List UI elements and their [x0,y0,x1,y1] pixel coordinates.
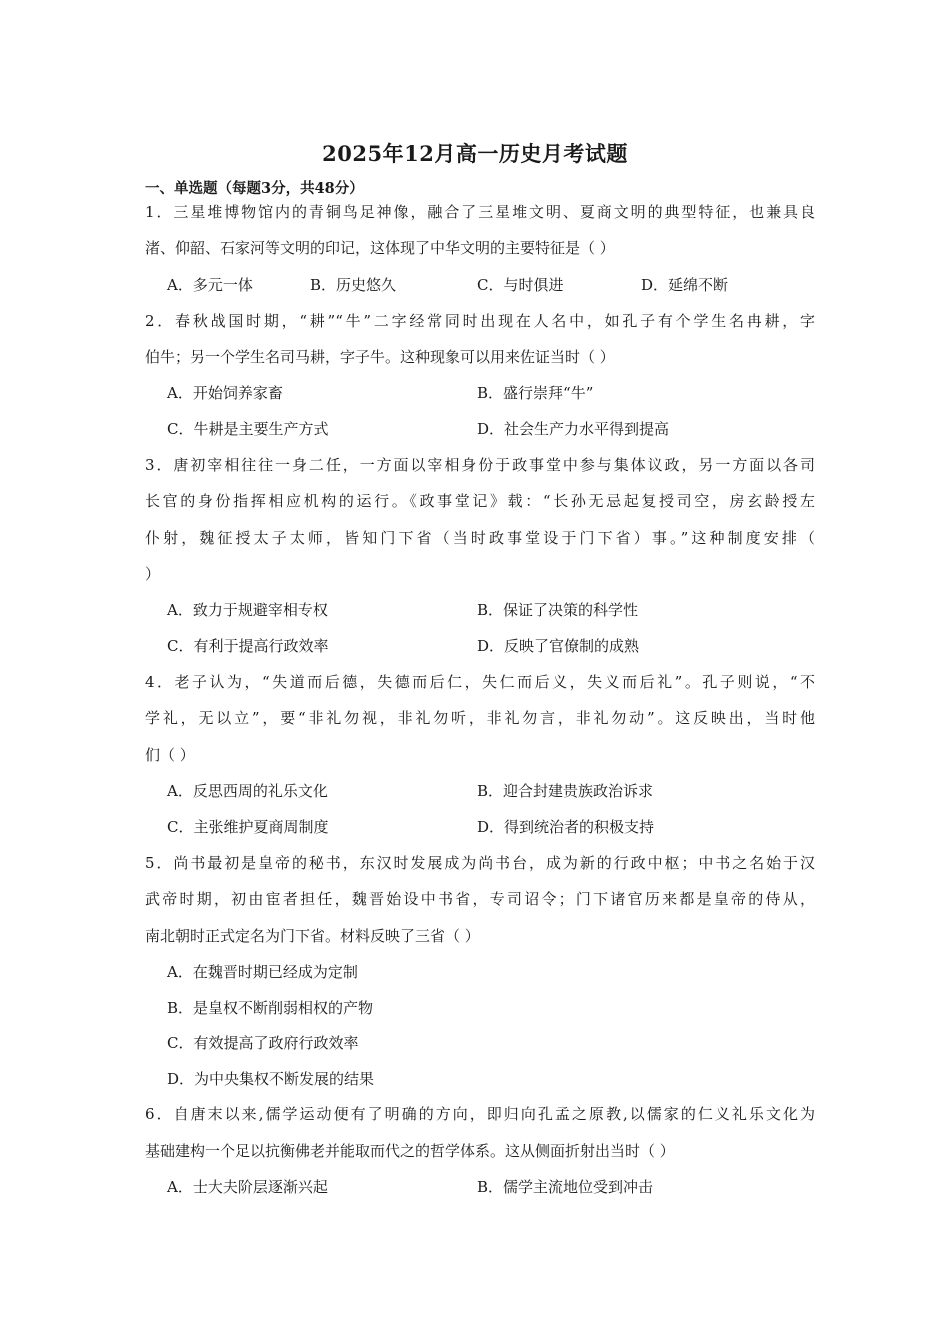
question-4-option-c[interactable]: C．主张维护夏商周制度 [167,818,329,836]
question-3-option-b[interactable]: B．保证了决策的科学性 [477,601,639,619]
question-2-line-1: 2．春秋战国时期，“耕”“牛”二字经常同时出现在人名中，如孔子有个学生名冉耕，字 [145,312,815,330]
question-5-line-2: 武帝时期，初由宦者担任，魏晋始设中书省，专司诏令；门下诸官历来都是皇帝的侍从， [145,890,815,908]
question-1-line-1: 1．三星堆博物馆内的青铜鸟足神像，融合了三星堆文明、夏商文明的典型特征，也兼具良 [145,203,815,221]
question-4-line-1: 4．老子认为，“失道而后德，失德而后仁，失仁而后义，失义而后礼”。孔子则说，“不 [145,673,815,691]
question-3-line-4: ） [145,565,161,583]
question-1-line-2: 渚、仰韶、石家河等文明的印记，这体现了中华文明的主要特征是（ ） [145,239,615,257]
question-2-option-d[interactable]: D．社会生产力水平得到提高 [477,420,670,438]
question-2-option-a[interactable]: A．开始饲养家畜 [167,384,283,402]
question-5-line-1: 5．尚书最初是皇帝的秘书，东汉时发展成为尚书台，成为新的行政中枢；中书之名始于汉 [145,854,815,872]
question-6-line-1: 6．自唐末以来,儒学运动便有了明确的方向，即归向孔孟之原教,以儒家的仁义礼乐文化为 [145,1105,815,1123]
question-4-line-3: 们（ ） [145,746,195,764]
question-1-option-b[interactable]: B．历史悠久 [310,276,397,294]
question-1-option-a[interactable]: A．多元一体 [167,276,253,294]
question-5-option-a[interactable]: A．在魏晋时期已经成为定制 [167,963,358,981]
question-3-option-a[interactable]: A．致力于规避宰相专权 [167,601,328,619]
question-1-option-d[interactable]: D．延绵不断 [641,276,729,294]
question-6-line-2: 基础建构一个足以抗衡佛老并能取而代之的哲学体系。这从侧面折射出当时（ ） [145,1142,675,1160]
question-4-option-b[interactable]: B．迎合封建贵族政治诉求 [477,782,654,800]
question-3-line-1: 3．唐初宰相往往一身二任，一方面以宰相身份于政事堂中参与集体议政，另一方面以各司 [145,456,815,474]
question-6-option-a[interactable]: A．士大夫阶层逐渐兴起 [167,1178,328,1196]
exam-title: 2025年12月高一历史月考试题 [322,141,628,166]
question-2-option-c[interactable]: C．牛耕是主要生产方式 [167,420,329,438]
question-4-option-a[interactable]: A．反思西周的礼乐文化 [167,782,328,800]
question-4-line-2: 学礼，无以立”，要“非礼勿视，非礼勿听，非礼勿言，非礼勿动”。这反映出，当时他 [145,709,815,727]
question-3-line-2: 长官的身份指挥相应机构的运行。《政事堂记》载：“长孙无忌起复授司空，房玄龄授左 [145,492,815,510]
question-5-option-b[interactable]: B．是皇权不断削弱相权的产物 [167,999,374,1017]
question-5-line-3: 南北朝时正式定名为门下省。材料反映了三省（ ） [145,927,480,945]
question-3-option-c[interactable]: C．有利于提高行政效率 [167,637,329,655]
question-3-line-3: 仆射，魏征授太子太师，皆知门下省（当时政事堂设于门下省）事。”这种制度安排（ [145,529,815,547]
question-1-option-c[interactable]: C．与时俱进 [477,276,564,294]
section-heading: 一、单选题（每题3分，共48分） [145,180,364,197]
question-2-option-b[interactable]: B．盛行崇拜“牛” [477,384,594,402]
question-2-line-2: 伯牛；另一个学生名司马耕，字子牛。这种现象可以用来佐证当时（ ） [145,348,615,366]
question-5-option-c[interactable]: C．有效提高了政府行政效率 [167,1034,359,1052]
question-4-option-d[interactable]: D．得到统治者的积极支持 [477,818,655,836]
question-5-option-d[interactable]: D．为中央集权不断发展的结果 [167,1070,375,1088]
question-3-option-d[interactable]: D．反映了官僚制的成熟 [477,637,640,655]
question-6-option-b[interactable]: B．儒学主流地位受到冲击 [477,1178,654,1196]
